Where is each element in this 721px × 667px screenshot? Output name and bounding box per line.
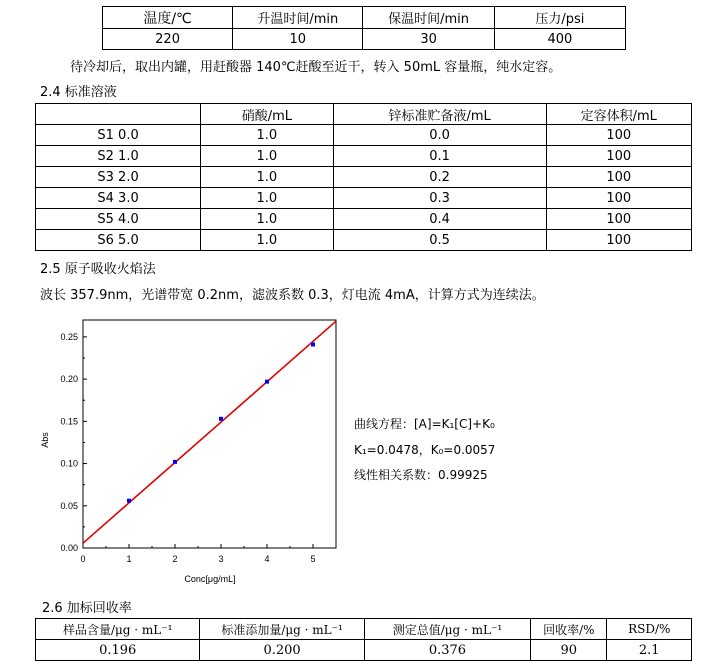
x-tick-label: 2	[172, 554, 178, 564]
digest-header: 压力/psi	[494, 7, 625, 29]
digest-header: 温度/℃	[103, 7, 233, 29]
recovery-cell: 90	[531, 640, 607, 661]
x-tick-label: 3	[218, 554, 224, 564]
recovery-cell: 2.1	[607, 640, 692, 661]
standard-cell: 100	[546, 230, 691, 251]
x-axis-label: Conc[μg/mL]	[184, 574, 236, 584]
fit-line	[83, 321, 336, 543]
table-row	[36, 125, 692, 146]
y-tick-label: 0.10	[60, 458, 78, 469]
x-tick-label: 4	[264, 554, 270, 564]
table-row	[36, 640, 692, 661]
data-point	[127, 499, 131, 503]
standard-cell: S4 3.0	[36, 188, 201, 209]
recovery-header: 样品含量/μg · mL⁻¹	[36, 619, 200, 640]
section-heading-2-6: 2.6 加标回收率	[42, 601, 132, 616]
standard-cell: 100	[546, 146, 691, 167]
table-row	[36, 167, 692, 188]
digest-cell: 30	[363, 29, 494, 50]
recovery-header: 回收率/%	[531, 619, 607, 640]
standard-cell: 100	[546, 209, 691, 230]
y-tick-label: 0.25	[60, 331, 78, 342]
section-heading-2-4: 2.4 标准溶液	[40, 85, 117, 100]
y-tick-label: 0.00	[60, 543, 78, 553]
standard-cell: 1.0	[201, 125, 333, 146]
standard-cell: 0.3	[333, 188, 546, 209]
x-tick-label: 5	[310, 554, 316, 564]
calibration-chart	[30, 310, 350, 595]
recovery-cell: 0.200	[200, 640, 364, 661]
standard-cell: 0.4	[333, 209, 546, 230]
standard-cell: 0.1	[333, 146, 546, 167]
standard-header: 定容体积/mL	[546, 104, 691, 125]
standard-header	[36, 104, 201, 125]
paragraph-instrument: 波长 357.9nm，光谱带宽 0.2nm，滤波系数 0.3，灯电流 4mA，计算方式为连续法。	[40, 288, 545, 303]
standard-header: 硝酸/mL	[201, 104, 333, 125]
data-point	[265, 380, 269, 384]
recovery-header: 标准添加量/μg · mL⁻¹	[200, 619, 364, 640]
standard-cell: 100	[546, 188, 691, 209]
recovery-cell: 0.376	[364, 640, 530, 661]
x-tick-label: 0	[80, 554, 86, 564]
cutoff-text-line	[60, 0, 660, 4]
standard-cell: 1.0	[201, 209, 333, 230]
standard-cell: 1.0	[201, 230, 333, 251]
equation-line-3: 线性相关系数：0.99925	[354, 468, 488, 482]
recovery-cell: 0.196	[36, 640, 200, 661]
y-axis-label: Abs	[40, 432, 50, 448]
x-tick-label: 1	[126, 554, 132, 564]
x-axis	[80, 544, 315, 564]
digest-header: 升温时间/min	[233, 7, 363, 29]
standard-cell: 0.2	[333, 167, 546, 188]
paragraph-cooling: 待冷却后，取出内罐，用赶酸器 140℃赶酸至近干，转入 50mL 容量瓶，纯水定容。	[70, 60, 562, 75]
y-tick-label: 0.15	[60, 416, 78, 427]
table-row	[36, 230, 692, 251]
standard-cell: S1 0.0	[36, 125, 201, 146]
digest-cell: 220	[103, 29, 233, 50]
y-tick-label: 0.20	[60, 374, 78, 385]
data-point	[173, 460, 177, 464]
equation-line-2: K₁=0.0478，K₀=0.0057	[354, 443, 496, 457]
standard-header: 锌标准贮备液/mL	[333, 104, 546, 125]
digest-cell: 400	[494, 29, 625, 50]
equation-line-1: 曲线方程：[A]=K₁[C]+K₀	[354, 417, 495, 431]
table-row	[36, 146, 692, 167]
standard-cell: 1.0	[201, 188, 333, 209]
digest-cell: 10	[233, 29, 363, 50]
data-point	[311, 342, 315, 346]
recovery-header: 测定总值/μg · mL⁻¹	[364, 619, 530, 640]
standard-cell: S6 5.0	[36, 230, 201, 251]
standard-cell: 0.0	[333, 125, 546, 146]
standard-cell: 0.5	[333, 230, 546, 251]
standard-cell: S2 1.0	[36, 146, 201, 167]
recovery-table	[35, 618, 692, 661]
standard-cell: S3 2.0	[36, 167, 201, 188]
standard-cell: S5 4.0	[36, 209, 201, 230]
table-row	[36, 209, 692, 230]
recovery-header: RSD/%	[607, 619, 692, 640]
data-point	[219, 417, 223, 421]
digest-header: 保温时间/min	[363, 7, 494, 29]
table-row	[36, 188, 692, 209]
standard-cell: 1.0	[201, 167, 333, 188]
standard-cell: 100	[546, 125, 691, 146]
standard-cell: 1.0	[201, 146, 333, 167]
digest-table	[102, 6, 626, 50]
section-heading-2-5: 2.5 原子吸收火焰法	[40, 262, 156, 277]
y-tick-label: 0.05	[60, 500, 78, 511]
standard-cell: 100	[546, 167, 691, 188]
standard-table	[35, 103, 692, 251]
